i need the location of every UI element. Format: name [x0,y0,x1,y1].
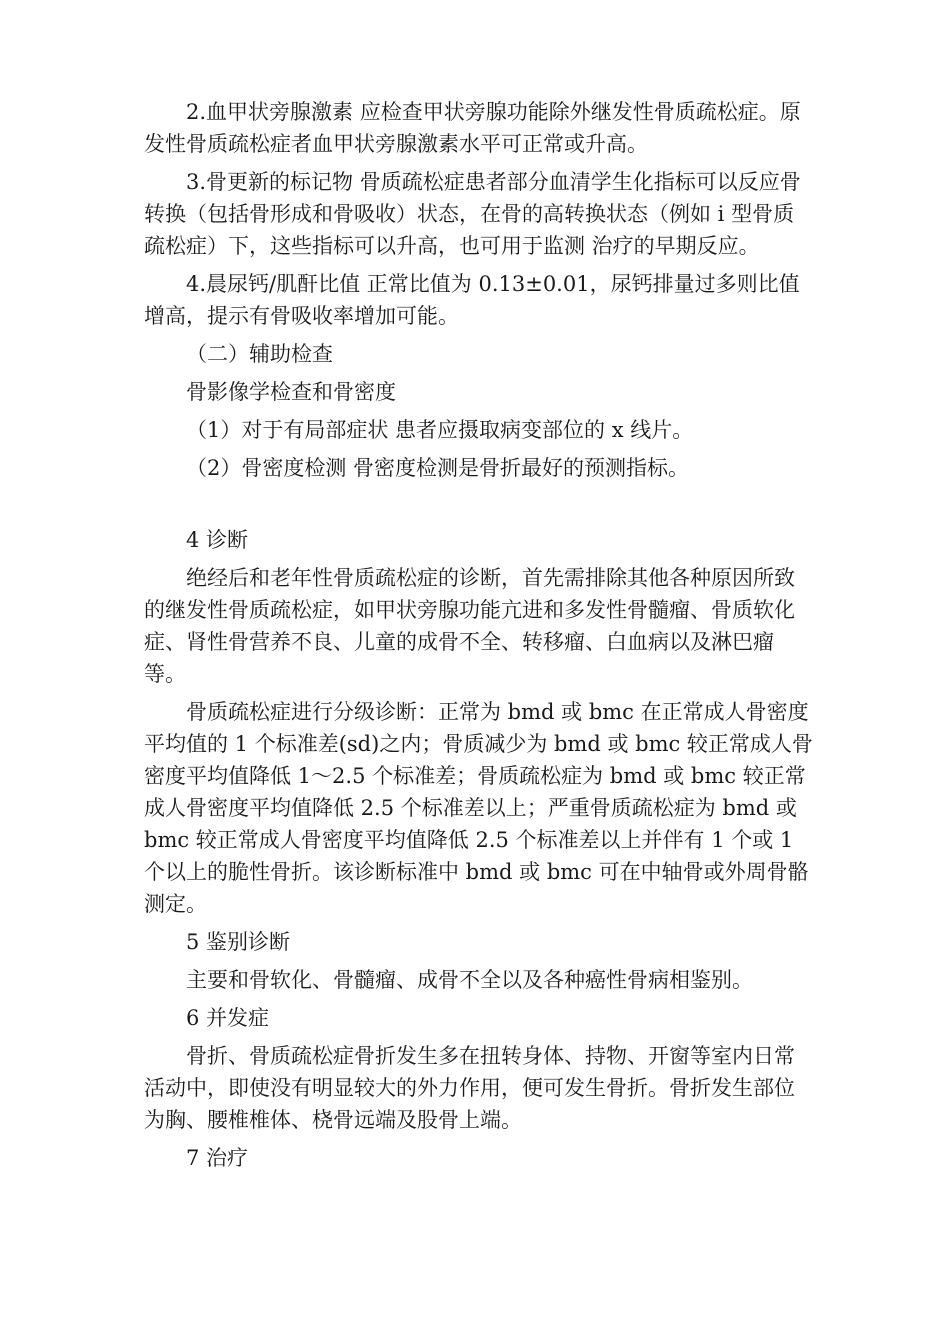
list-item-bmd: （2）骨密度检测 骨密度检测是骨折最好的预测指标。 [186,456,690,480]
heading-diagnosis: 4 诊断 [186,528,249,552]
heading-differential: 5 鉴别诊断 [186,930,291,954]
heading-treatment: 7 治疗 [186,1146,249,1170]
paragraph-differential: 主要和骨软化、骨髓瘤、成骨不全以及各种癌性骨病相鉴别。 [186,968,753,992]
heading-aux-exam: （二）辅助检查 [186,342,333,366]
heading-complications: 6 并发症 [186,1006,270,1030]
paragraph-complications: 骨折、骨质疏松症骨折发生多在扭转身体、持物、开窗等室内日常活动中，即使没有明显较大的外力作用，便可发生骨折。骨折发生部位为胸、腰椎椎体、桡骨远端及股骨上端。 [144,1044,795,1132]
paragraph-diagnosis: 绝经后和老年性骨质疏松症的诊断，首先需排除其他各种原因所致的继发性骨质疏松症，如甲状旁腺功能亢进和多发性骨髓瘤、骨质软化症、肾性骨营养不良、儿童的成骨不全、转移瘤、白血病以及淋巴瘤等。 [144,566,795,686]
paragraph-grading: 骨质疏松症进行分级诊断：正常为 bmd 或 bmc 在正常成人骨密度平均值的 1 个标准差(sd)之内；骨质减少为 bmd 或 bmc 较正常成人骨密度平均值降低 1～2.5 个标准差；骨质疏松症为 bmd 或 bmc 较正常成人骨密度平均值降低 2.5 个标准差以上；严重骨质疏松症为 bmd 或 bmc 较正常成人骨密度平均值降低 2.5 个标准差以上并伴有 1 个或 1 个以上的脆性骨折。该诊断标准中 bmd 或 bmc 可在中轴骨或外周骨骼测定。 [144,700,813,916]
blank-line [144,484,814,524]
list-item-xray: （1）对于有局部症状 患者应摄取病变部位的 x 线片。 [186,418,694,442]
subheading-imaging: 骨影像学检查和骨密度 [186,380,396,404]
paragraph-bone-markers: 3.骨更新的标记物 骨质疏松症患者部分血清学生化指标可以反应骨转换（包括骨形成和骨吸收）状态，在骨的高转换状态（例如 i 型骨质疏松症）下，这些指标可以升高，也可用于监测 治疗的早期反应。 [144,170,801,258]
paragraph-pth: 2.血甲状旁腺激素 应检查甲状旁腺功能除外继发性骨质疏松症。原发性骨质疏松症者血甲状旁腺激素水平可正常或升高。 [144,100,801,156]
paragraph-urine-ratio: 4.晨尿钙/肌酐比值 正常比值为 0.13±0.01，尿钙排量过多则比值增高，提示有骨吸收率增加可能。 [144,272,800,328]
document-body [144,96,814,1174]
